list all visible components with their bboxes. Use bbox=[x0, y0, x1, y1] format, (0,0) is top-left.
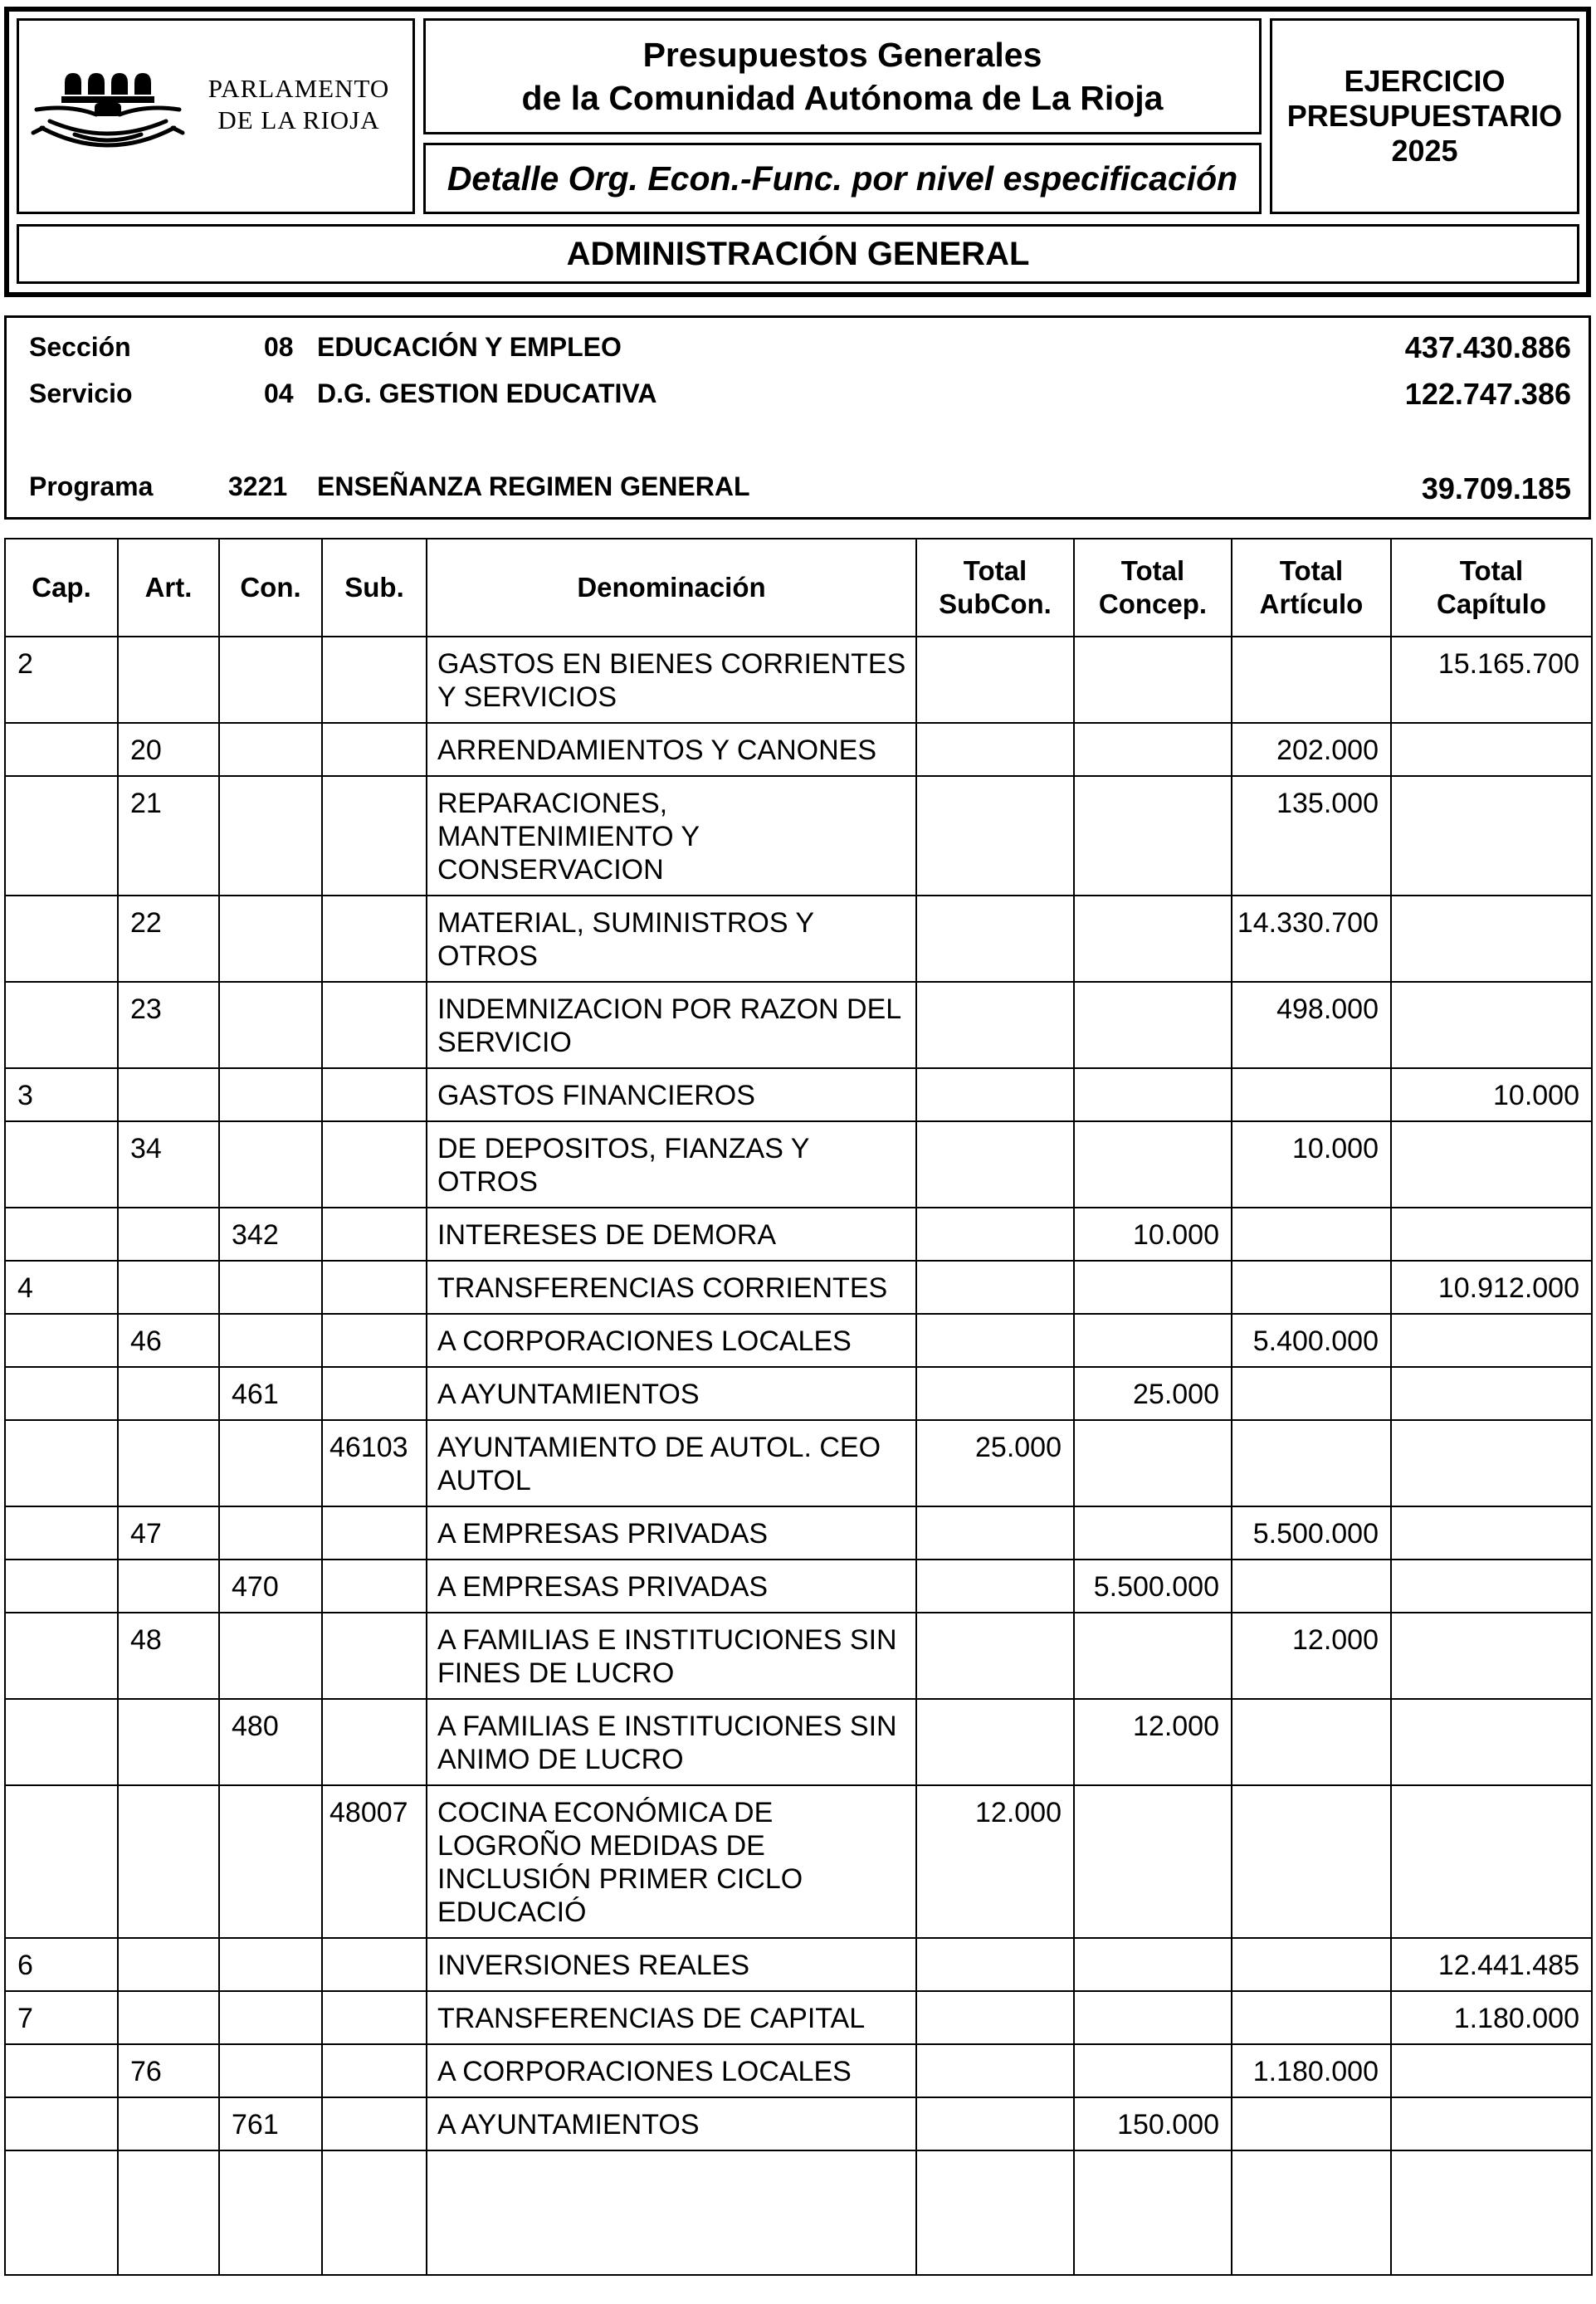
denominacion-cell: TRANSFERENCIAS CORRIENTES bbox=[427, 1261, 916, 1314]
total-subcon-cell: 25.000 bbox=[916, 1420, 1074, 1506]
total-concep-cell bbox=[1074, 982, 1232, 1068]
total-articulo-cell: 202.000 bbox=[1232, 723, 1391, 776]
total-subcon-cell bbox=[916, 1560, 1074, 1613]
total-capitulo-cell: 10.912.000 bbox=[1391, 1261, 1592, 1314]
total-concep-cell bbox=[1074, 1506, 1232, 1560]
service-name: D.G. GESTION EDUCATIVA bbox=[317, 378, 657, 408]
sub-cell bbox=[322, 1560, 427, 1613]
art-cell bbox=[118, 2097, 219, 2150]
total-articulo-cell bbox=[1232, 1560, 1391, 1613]
table-row bbox=[5, 637, 1592, 723]
section-code: 08 bbox=[264, 332, 294, 362]
document-subtitle bbox=[423, 143, 1262, 214]
administration-banner bbox=[17, 224, 1579, 284]
table-row bbox=[5, 1991, 1592, 2044]
budget-table bbox=[4, 538, 1593, 2276]
total-capitulo-cell bbox=[1391, 1560, 1592, 1613]
service-amount: 122.747.386 bbox=[1404, 377, 1571, 411]
empty-cell bbox=[1391, 2150, 1592, 2275]
con-cell bbox=[219, 1938, 322, 1991]
exercise-line-1: EJERCICIO bbox=[1344, 64, 1506, 98]
art-cell: 76 bbox=[118, 2044, 219, 2097]
total-capitulo-cell bbox=[1391, 1785, 1592, 1938]
total-articulo-cell bbox=[1232, 1208, 1391, 1261]
total-capitulo-cell bbox=[1391, 1506, 1592, 1560]
sub-cell bbox=[322, 1121, 427, 1208]
total-capitulo-cell bbox=[1391, 1613, 1592, 1699]
total-articulo-cell bbox=[1232, 1785, 1391, 1938]
total-subcon-cell bbox=[916, 1068, 1074, 1121]
empty-cell bbox=[5, 2150, 118, 2275]
total-concep-cell: 5.500.000 bbox=[1074, 1560, 1232, 1613]
total-articulo-cell bbox=[1232, 1367, 1391, 1420]
total-articulo-cell bbox=[1232, 1991, 1391, 2044]
art-cell: 34 bbox=[118, 1121, 219, 1208]
total-subcon-cell bbox=[916, 776, 1074, 896]
cap-cell bbox=[5, 1785, 118, 1938]
table-row bbox=[5, 723, 1592, 776]
denominacion-cell: A EMPRESAS PRIVADAS bbox=[427, 1560, 916, 1613]
total-articulo-cell bbox=[1232, 1938, 1391, 1991]
total-articulo-cell bbox=[1232, 1699, 1391, 1785]
sub-cell bbox=[322, 982, 427, 1068]
col-header-total-articulo: Total Artículo bbox=[1232, 539, 1391, 637]
sub-cell bbox=[322, 1367, 427, 1420]
sub-cell bbox=[322, 1314, 427, 1367]
total-subcon-cell bbox=[916, 1938, 1074, 1991]
total-concep-cell bbox=[1074, 1938, 1232, 1991]
con-cell: 480 bbox=[219, 1699, 322, 1785]
total-capitulo-cell bbox=[1391, 896, 1592, 982]
con-cell bbox=[219, 1314, 322, 1367]
total-subcon-cell bbox=[916, 2097, 1074, 2150]
sub-cell bbox=[322, 1699, 427, 1785]
program-code: 3221 bbox=[228, 471, 288, 501]
sub-cell bbox=[322, 1068, 427, 1121]
title-line-2: de la Comunidad Autónoma de La Rioja bbox=[521, 79, 1164, 117]
art-cell: 23 bbox=[118, 982, 219, 1068]
total-subcon-cell bbox=[916, 982, 1074, 1068]
art-cell: 48 bbox=[118, 1613, 219, 1699]
total-concep-cell bbox=[1074, 723, 1232, 776]
denominacion-cell: MATERIAL, SUMINISTROS Y OTROS bbox=[427, 896, 916, 982]
art-cell bbox=[118, 1261, 219, 1314]
table-row bbox=[5, 1261, 1592, 1314]
con-cell: 470 bbox=[219, 1560, 322, 1613]
total-capitulo-cell bbox=[1391, 1420, 1592, 1506]
table-row bbox=[5, 1121, 1592, 1208]
col-header-sub: Sub. bbox=[322, 539, 427, 637]
total-subcon-cell bbox=[916, 1367, 1074, 1420]
total-articulo-cell bbox=[1232, 1420, 1391, 1506]
table-row bbox=[5, 1613, 1592, 1699]
total-concep-cell bbox=[1074, 1420, 1232, 1506]
total-capitulo-cell bbox=[1391, 1699, 1592, 1785]
parliament-name-line2: DE LA RIOJA bbox=[217, 105, 380, 134]
table-row bbox=[5, 1560, 1592, 1613]
total-articulo-cell: 5.400.000 bbox=[1232, 1314, 1391, 1367]
total-subcon-cell bbox=[916, 896, 1074, 982]
table-header-row bbox=[5, 539, 1592, 637]
art-cell bbox=[118, 1068, 219, 1121]
con-cell: 761 bbox=[219, 2097, 322, 2150]
total-capitulo-cell bbox=[1391, 2044, 1592, 2097]
table-row bbox=[5, 776, 1592, 896]
sub-cell bbox=[322, 637, 427, 723]
art-cell bbox=[118, 1208, 219, 1261]
empty-cell bbox=[1232, 2150, 1391, 2275]
exercise-box bbox=[1270, 18, 1579, 214]
total-subcon-cell: 12.000 bbox=[916, 1785, 1074, 1938]
total-articulo-cell: 14.330.700 bbox=[1232, 896, 1391, 982]
service-code: 04 bbox=[264, 378, 294, 408]
table-row bbox=[5, 1367, 1592, 1420]
sub-cell bbox=[322, 776, 427, 896]
denominacion-cell: A CORPORACIONES LOCALES bbox=[427, 1314, 916, 1367]
cap-cell: 6 bbox=[5, 1938, 118, 1991]
denominacion-cell: A AYUNTAMIENTOS bbox=[427, 2097, 916, 2150]
empty-cell bbox=[219, 2150, 322, 2275]
total-subcon-cell bbox=[916, 1991, 1074, 2044]
table-row bbox=[5, 1506, 1592, 1560]
col-header-con: Con. bbox=[219, 539, 322, 637]
total-articulo-cell bbox=[1232, 1261, 1391, 1314]
table-filler-row bbox=[5, 2150, 1592, 2275]
total-capitulo-cell: 15.165.700 bbox=[1391, 637, 1592, 723]
total-capitulo-cell: 12.441.485 bbox=[1391, 1938, 1592, 1991]
total-capitulo-cell bbox=[1391, 1314, 1592, 1367]
con-cell bbox=[219, 2044, 322, 2097]
art-cell bbox=[118, 637, 219, 723]
con-cell bbox=[219, 1991, 322, 2044]
sub-cell bbox=[322, 1938, 427, 1991]
program-label: Programa bbox=[29, 471, 154, 501]
total-articulo-cell bbox=[1232, 2097, 1391, 2150]
cap-cell bbox=[5, 1367, 118, 1420]
con-cell bbox=[219, 1420, 322, 1506]
total-concep-cell bbox=[1074, 1261, 1232, 1314]
art-cell: 20 bbox=[118, 723, 219, 776]
total-subcon-cell bbox=[916, 637, 1074, 723]
service-label: Servicio bbox=[29, 378, 133, 408]
total-subcon-cell bbox=[916, 723, 1074, 776]
art-cell bbox=[118, 1699, 219, 1785]
col-header-total-concep: Total Concep. bbox=[1074, 539, 1232, 637]
total-capitulo-cell bbox=[1391, 1367, 1592, 1420]
con-cell bbox=[219, 1068, 322, 1121]
art-cell: 22 bbox=[118, 896, 219, 982]
cap-cell: 7 bbox=[5, 1991, 118, 2044]
subtitle-text: Detalle Org. Econ.-Func. por nivel especificación bbox=[447, 159, 1238, 198]
cap-cell bbox=[5, 1208, 118, 1261]
table-row bbox=[5, 1068, 1592, 1121]
art-cell: 21 bbox=[118, 776, 219, 896]
denominacion-cell: A FAMILIAS E INSTITUCIONES SIN ANIMO DE LUCRO bbox=[427, 1699, 916, 1785]
total-concep-cell bbox=[1074, 637, 1232, 723]
total-concep-cell: 150.000 bbox=[1074, 2097, 1232, 2150]
sub-cell bbox=[322, 1613, 427, 1699]
table-row bbox=[5, 1314, 1592, 1367]
col-header-denominacion: Denominación bbox=[427, 539, 916, 637]
total-subcon-cell bbox=[916, 1208, 1074, 1261]
cap-cell bbox=[5, 2044, 118, 2097]
denominacion-cell: A CORPORACIONES LOCALES bbox=[427, 2044, 916, 2097]
cap-cell bbox=[5, 1560, 118, 1613]
con-cell bbox=[219, 1785, 322, 1938]
table-row bbox=[5, 1938, 1592, 1991]
sub-cell: 46103 bbox=[322, 1420, 427, 1506]
total-capitulo-cell bbox=[1391, 776, 1592, 896]
con-cell bbox=[219, 896, 322, 982]
total-subcon-cell bbox=[916, 1121, 1074, 1208]
section-name: EDUCACIÓN Y EMPLEO bbox=[317, 332, 622, 362]
cap-cell bbox=[5, 1699, 118, 1785]
parliament-name-line1: PARLAMENTO bbox=[207, 74, 390, 103]
col-header-art: Art. bbox=[118, 539, 219, 637]
total-capitulo-cell bbox=[1391, 723, 1592, 776]
total-subcon-cell bbox=[916, 2044, 1074, 2097]
total-concep-cell: 10.000 bbox=[1074, 1208, 1232, 1261]
cap-cell: 2 bbox=[5, 637, 118, 723]
cap-cell: 4 bbox=[5, 1261, 118, 1314]
sub-cell bbox=[322, 1208, 427, 1261]
total-articulo-cell bbox=[1232, 1068, 1391, 1121]
empty-cell bbox=[427, 2150, 916, 2275]
total-concep-cell: 25.000 bbox=[1074, 1367, 1232, 1420]
program-amount: 39.709.185 bbox=[1421, 471, 1571, 505]
con-cell bbox=[219, 637, 322, 723]
con-cell bbox=[219, 723, 322, 776]
denominacion-cell: A EMPRESAS PRIVADAS bbox=[427, 1506, 916, 1560]
empty-cell bbox=[322, 2150, 427, 2275]
denominacion-cell: ARRENDAMIENTOS Y CANONES bbox=[427, 723, 916, 776]
total-concep-cell bbox=[1074, 1068, 1232, 1121]
art-cell: 46 bbox=[118, 1314, 219, 1367]
title-line-1: Presupuestos Generales bbox=[642, 36, 1042, 74]
total-subcon-cell bbox=[916, 1506, 1074, 1560]
denominacion-cell: AYUNTAMIENTO DE AUTOL. CEO AUTOL bbox=[427, 1420, 916, 1506]
cap-cell bbox=[5, 896, 118, 982]
cap-cell: 3 bbox=[5, 1068, 118, 1121]
exercise-year: 2025 bbox=[1391, 134, 1458, 168]
total-concep-cell bbox=[1074, 1785, 1232, 1938]
sub-cell bbox=[322, 1506, 427, 1560]
con-cell bbox=[219, 776, 322, 896]
cap-cell bbox=[5, 1506, 118, 1560]
empty-cell bbox=[1074, 2150, 1232, 2275]
denominacion-cell: TRANSFERENCIAS DE CAPITAL bbox=[427, 1991, 916, 2044]
col-header-total-capitulo: Total Capítulo bbox=[1391, 539, 1592, 637]
art-cell bbox=[118, 1785, 219, 1938]
total-articulo-cell: 1.180.000 bbox=[1232, 2044, 1391, 2097]
denominacion-cell: COCINA ECONÓMICA DE LOGROÑO MEDIDAS DE INCLUSIÓN PRIMER CICLO EDUCACIÓ bbox=[427, 1785, 916, 1938]
con-cell bbox=[219, 1261, 322, 1314]
con-cell bbox=[219, 1121, 322, 1208]
table-row bbox=[5, 1208, 1592, 1261]
table-row bbox=[5, 2044, 1592, 2097]
total-capitulo-cell bbox=[1391, 2097, 1592, 2150]
art-cell bbox=[118, 1938, 219, 1991]
empty-cell bbox=[118, 2150, 219, 2275]
sub-cell bbox=[322, 1991, 427, 2044]
denominacion-cell: INTERESES DE DEMORA bbox=[427, 1208, 916, 1261]
sub-cell bbox=[322, 723, 427, 776]
con-cell: 461 bbox=[219, 1367, 322, 1420]
denominacion-cell: GASTOS EN BIENES CORRIENTES Y SERVICIOS bbox=[427, 637, 916, 723]
total-concep-cell bbox=[1074, 1314, 1232, 1367]
table-row bbox=[5, 1785, 1592, 1938]
total-subcon-cell bbox=[916, 1314, 1074, 1367]
con-cell bbox=[219, 982, 322, 1068]
total-concep-cell bbox=[1074, 776, 1232, 896]
art-cell bbox=[118, 1991, 219, 2044]
total-articulo-cell: 10.000 bbox=[1232, 1121, 1391, 1208]
con-cell bbox=[219, 1506, 322, 1560]
sub-cell bbox=[322, 2044, 427, 2097]
denominacion-cell: INVERSIONES REALES bbox=[427, 1938, 916, 1991]
total-concep-cell bbox=[1074, 1991, 1232, 2044]
denominacion-cell: DE DEPOSITOS, FIANZAS Y OTROS bbox=[427, 1121, 916, 1208]
cap-cell bbox=[5, 776, 118, 896]
table-row bbox=[5, 1699, 1592, 1785]
denominacion-cell: A FAMILIAS E INSTITUCIONES SIN FINES DE LUCRO bbox=[427, 1613, 916, 1699]
denominacion-cell: A AYUNTAMIENTOS bbox=[427, 1367, 916, 1420]
sub-cell bbox=[322, 1261, 427, 1314]
total-concep-cell bbox=[1074, 1121, 1232, 1208]
total-articulo-cell: 5.500.000 bbox=[1232, 1506, 1391, 1560]
cap-cell bbox=[5, 723, 118, 776]
cap-cell bbox=[5, 1613, 118, 1699]
art-cell bbox=[118, 1420, 219, 1506]
total-articulo-cell: 498.000 bbox=[1232, 982, 1391, 1068]
cap-cell bbox=[5, 1121, 118, 1208]
total-concep-cell bbox=[1074, 896, 1232, 982]
parliament-emblem-icon bbox=[25, 51, 191, 168]
total-capitulo-cell bbox=[1391, 1121, 1592, 1208]
denominacion-cell: INDEMNIZACION POR RAZON DEL SERVICIO bbox=[427, 982, 916, 1068]
total-concep-cell bbox=[1074, 1613, 1232, 1699]
section-label: Sección bbox=[29, 332, 131, 362]
col-header-total-subcon: Total SubCon. bbox=[916, 539, 1074, 637]
program-name: ENSEÑANZA REGIMEN GENERAL bbox=[317, 471, 750, 501]
exercise-line-2: PRESUPUESTARIO bbox=[1286, 99, 1563, 133]
total-subcon-cell bbox=[916, 1261, 1074, 1314]
cap-cell bbox=[5, 1314, 118, 1367]
total-subcon-cell bbox=[916, 1699, 1074, 1785]
cap-cell bbox=[5, 2097, 118, 2150]
budget-table-body bbox=[5, 637, 1592, 2275]
total-concep-cell: 12.000 bbox=[1074, 1699, 1232, 1785]
denominacion-cell: REPARACIONES, MANTENIMIENTO Y CONSERVACION bbox=[427, 776, 916, 896]
table-row bbox=[5, 896, 1592, 982]
art-cell bbox=[118, 1560, 219, 1613]
sub-cell bbox=[322, 2097, 427, 2150]
cap-cell bbox=[5, 982, 118, 1068]
con-cell: 342 bbox=[219, 1208, 322, 1261]
art-cell: 47 bbox=[118, 1506, 219, 1560]
empty-cell bbox=[916, 2150, 1074, 2275]
sub-cell bbox=[322, 896, 427, 982]
total-articulo-cell bbox=[1232, 637, 1391, 723]
con-cell bbox=[219, 1613, 322, 1699]
total-capitulo-cell: 1.180.000 bbox=[1391, 1991, 1592, 2044]
total-capitulo-cell: 10.000 bbox=[1391, 1068, 1592, 1121]
parliament-name bbox=[187, 73, 411, 136]
denominacion-cell: GASTOS FINANCIEROS bbox=[427, 1068, 916, 1121]
table-row bbox=[5, 1420, 1592, 1506]
total-articulo-cell: 12.000 bbox=[1232, 1613, 1391, 1699]
sub-cell: 48007 bbox=[322, 1785, 427, 1938]
table-row bbox=[5, 982, 1592, 1068]
section-amount: 437.430.886 bbox=[1404, 330, 1571, 364]
art-cell bbox=[118, 1367, 219, 1420]
total-articulo-cell: 135.000 bbox=[1232, 776, 1391, 896]
total-capitulo-cell bbox=[1391, 1208, 1592, 1261]
total-capitulo-cell bbox=[1391, 982, 1592, 1068]
total-subcon-cell bbox=[916, 1613, 1074, 1699]
document-title bbox=[423, 18, 1262, 134]
total-concep-cell bbox=[1074, 2044, 1232, 2097]
cap-cell bbox=[5, 1420, 118, 1506]
table-row bbox=[5, 2097, 1592, 2150]
col-header-cap: Cap. bbox=[5, 539, 118, 637]
administration-text: ADMINISTRACIÓN GENERAL bbox=[566, 235, 1030, 272]
